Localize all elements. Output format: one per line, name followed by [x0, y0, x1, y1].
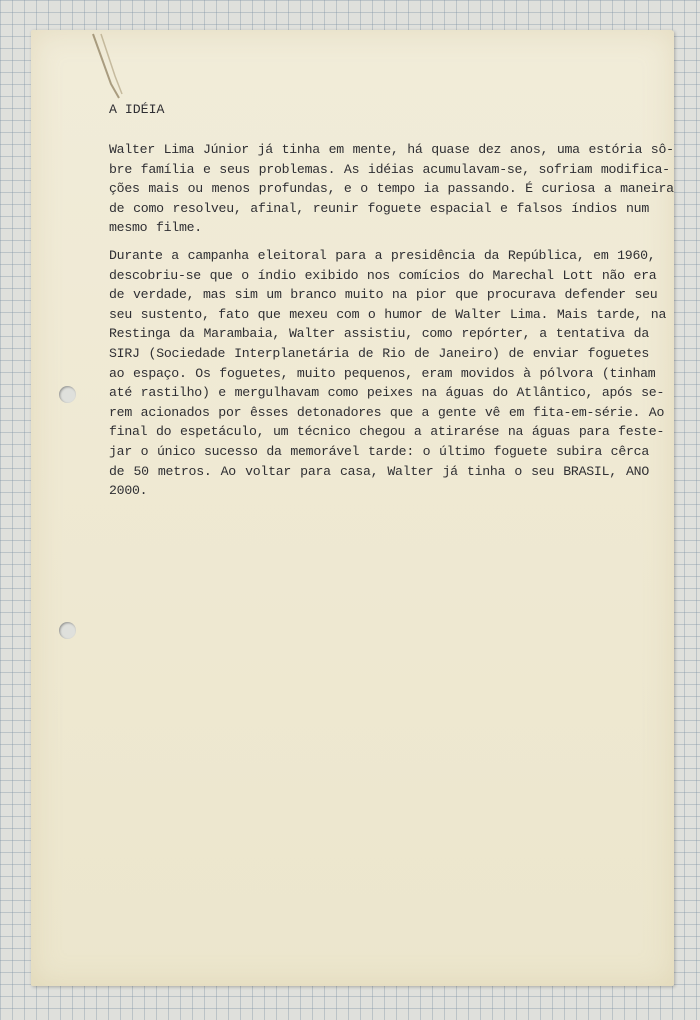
- staple-mark: [89, 32, 123, 102]
- text-line: Restinga da Marambaia, Walter assistiu, como repórter, a tentativa da: [109, 326, 649, 342]
- text-line: até rastilho) e mergulhavam como peixes na águas do Atlântico, após se-: [109, 385, 665, 401]
- text-line: seu sustento, fato que mexeu com o humor de Walter Lima. Mais tarde, na: [109, 306, 667, 322]
- text-line: bre família e seus problemas. As idéias acumulavam-se, sofriam modifica-: [109, 161, 670, 177]
- text-line: ao espaço. Os foguetes, muito pequenos, eram movidos à pólvora (tinham: [109, 365, 656, 381]
- text-line: final do espetáculo, um técnico chegou a atirarése na águas para feste-: [109, 424, 665, 440]
- text-line: SIRJ (Sociedade Interplanetária de Rio de Janeiro) de enviar foguetes: [109, 345, 649, 361]
- text-line: descobriu-se que o índio exibido nos comícios do Marechal Lott não era: [109, 267, 657, 283]
- text-line: 2000.: [109, 483, 148, 499]
- document-title: A IDÉIA: [109, 102, 165, 117]
- punch-hole: [59, 386, 76, 403]
- punch-hole: [59, 622, 76, 639]
- text-line: mesmo filme.: [109, 220, 202, 236]
- text-line: ções mais ou menos profundas, e o tempo ia passando. É curiosa a maneira: [109, 181, 674, 197]
- paragraph-1: [109, 140, 674, 238]
- text-line: de 50 metros. Ao voltar para casa, Walter já tinha o seu BRASIL, ANO: [109, 463, 649, 479]
- text-line: Durante a campanha eleitoral para a presidência da República, em 1960,: [109, 248, 656, 263]
- text-line: de verdade, mas sim um branco muito na pior que procurava defender seu: [109, 287, 658, 303]
- paragraph-2: [109, 246, 667, 501]
- text-line: rem acionados por êsses detonadores que a gente vê em fita-em-série. Ao: [109, 404, 665, 420]
- text-line: jar o único sucesso da memorável tarde: o último foguete subira cêrca: [109, 443, 649, 459]
- paper-sheet: [31, 30, 674, 986]
- text-line: de como resolveu, afinal, reunir foguete espacial e falsos índios num: [109, 200, 649, 216]
- text-line: Walter Lima Júnior já tinha em mente, há quase dez anos, uma estória sô-: [109, 142, 674, 157]
